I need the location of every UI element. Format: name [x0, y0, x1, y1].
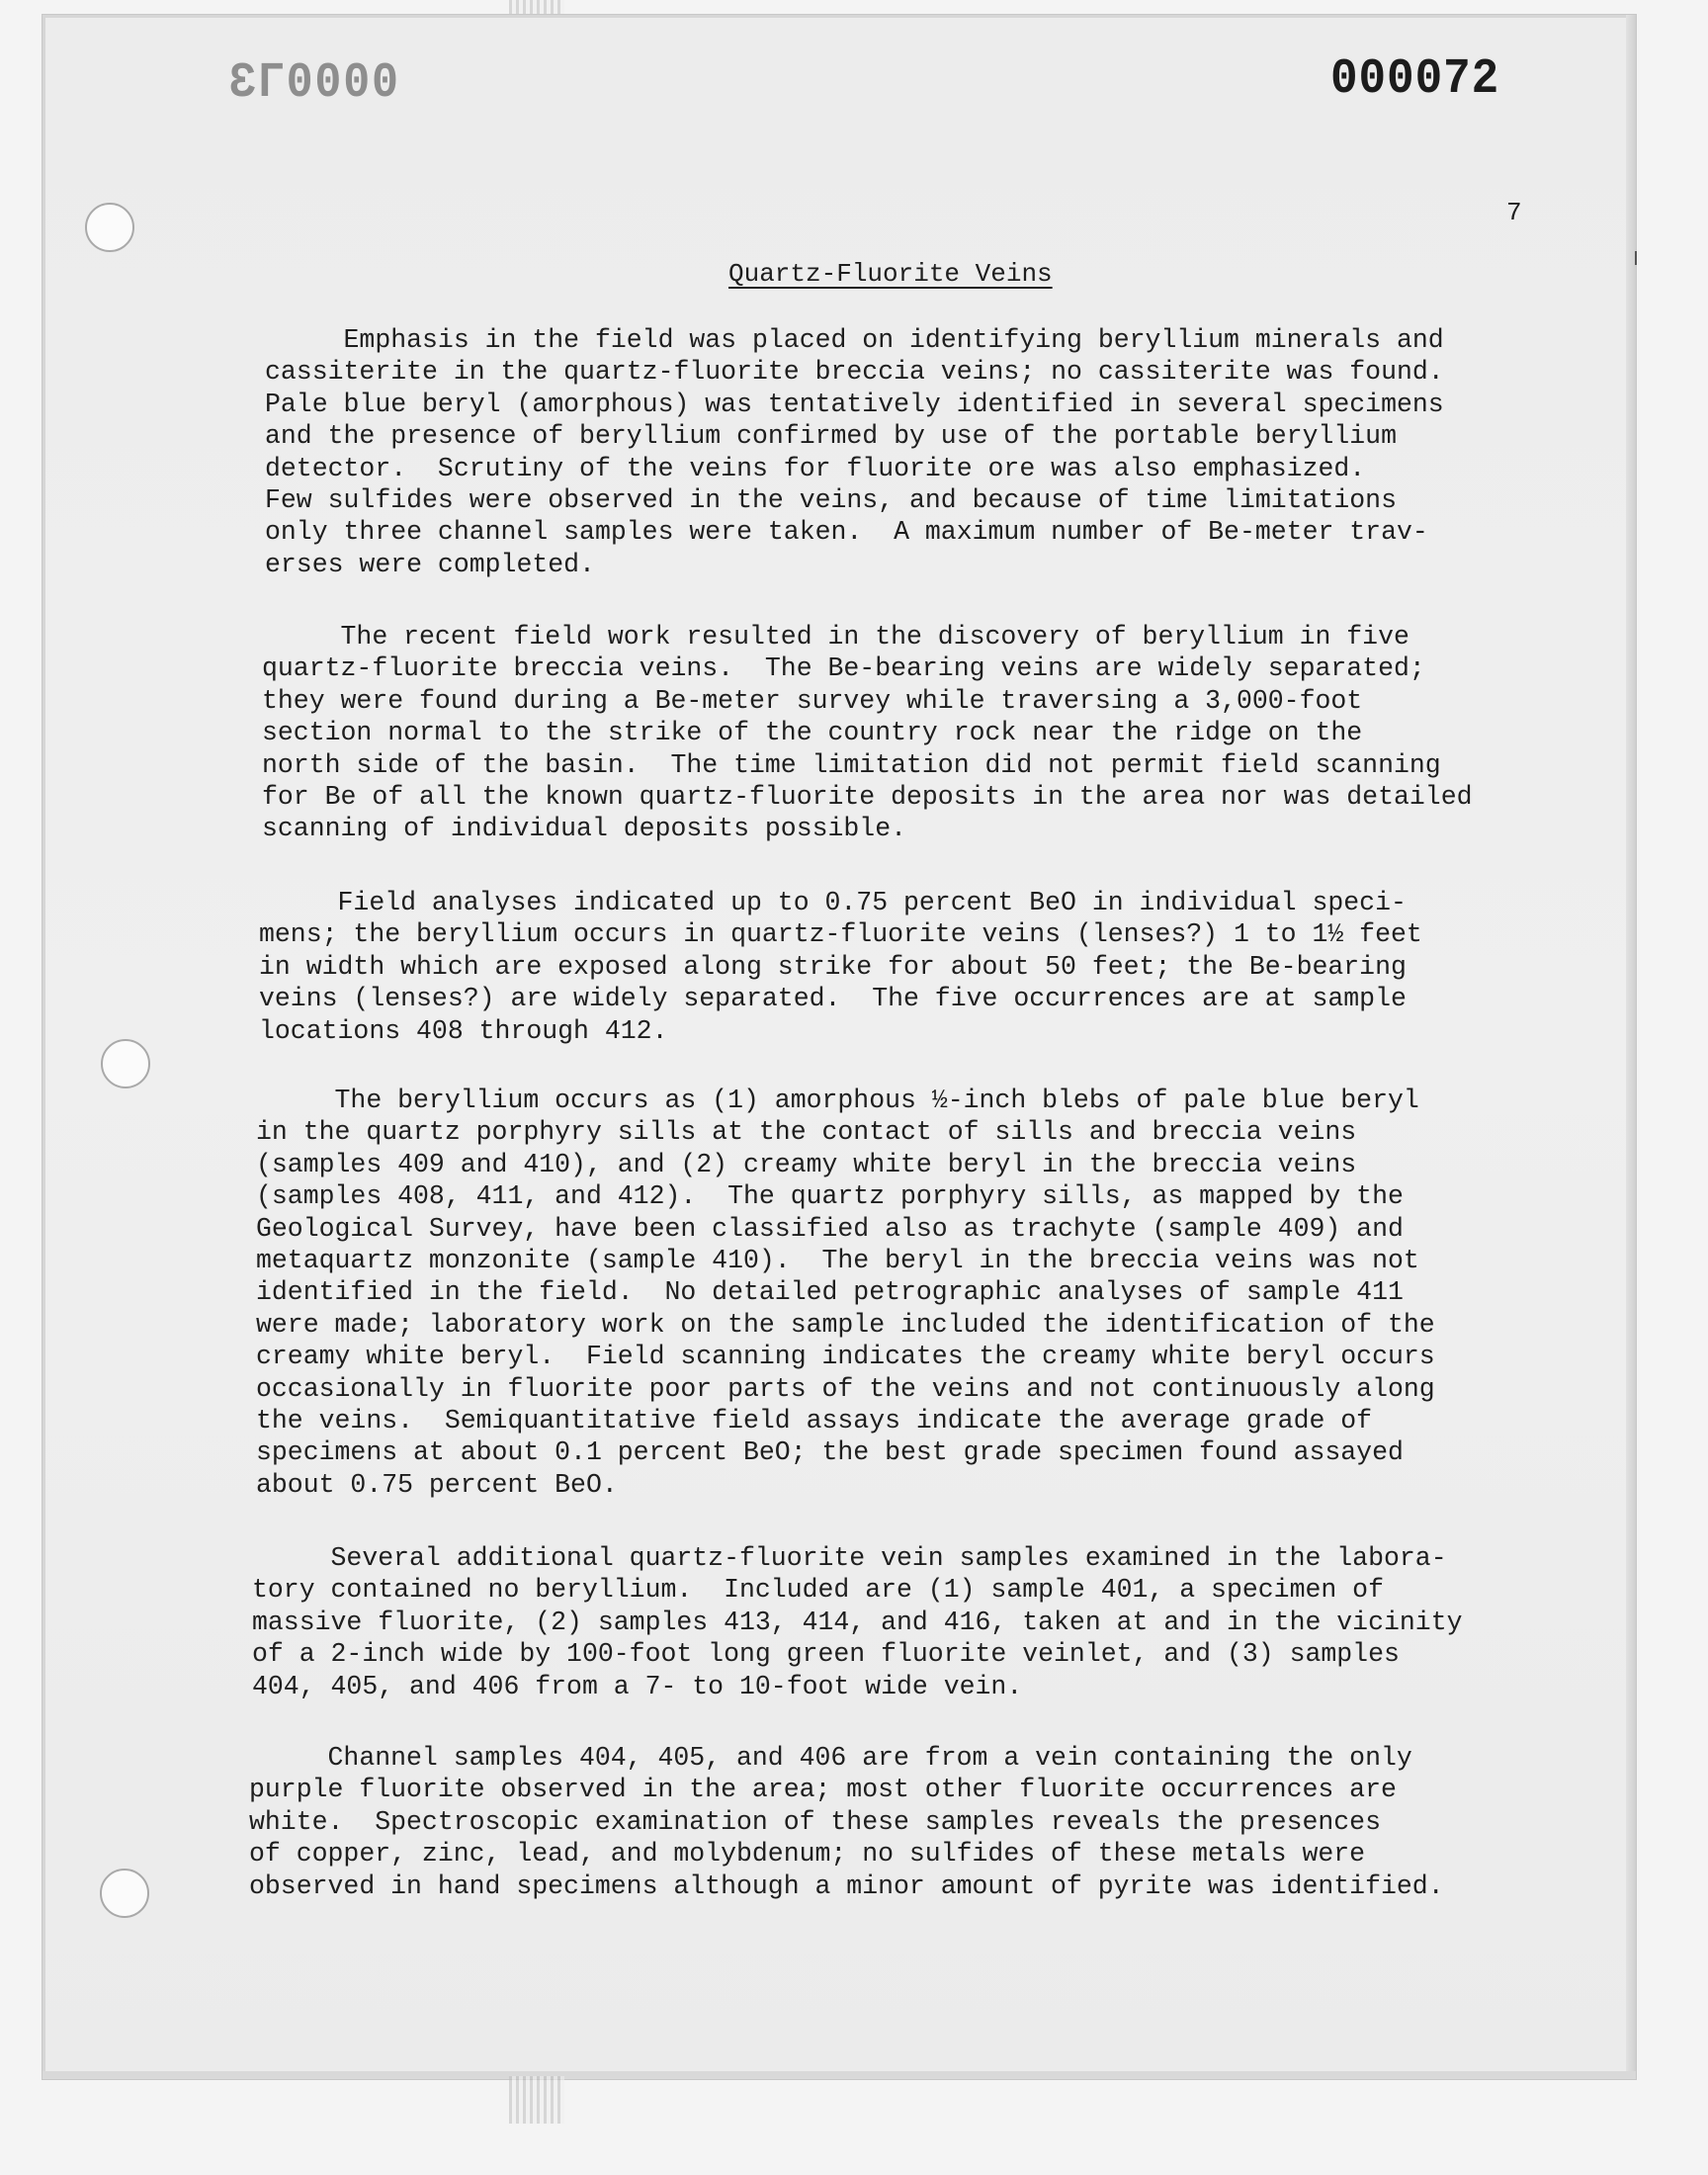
punch-hole: [100, 1869, 149, 1918]
punch-hole: [101, 1039, 150, 1088]
section-title: Quartz-Fluorite Veins: [728, 259, 1053, 289]
scanner-bar-top: [509, 0, 564, 14]
document-stamp-mirrored: ƐΓ0000: [229, 55, 400, 112]
body-paragraph: Field analyses indicated up to 0.75 percent BeO in individual speci- mens; the beryllium occurs in quartz-fluorite veins (lenses?) 1 to 1½ feet in width which are exposed along strike for about 50 feet; the Be-bearing veins (lenses?) are widely separated. The five occurrences are at sample locations 408 through 412.: [259, 888, 1422, 1046]
scanner-bar-bottom: [509, 2076, 564, 2124]
page-bottom-edge: [43, 2071, 1636, 2079]
body-paragraph: Channel samples 404, 405, and 406 are from a vein containing the only purple fluorite observed in the area; most other fluorite occurrences are white. Spectroscopic examination of these samples reveals the presences of copper, zinc, lead, and molybdenum; no sulfides of these metals were observed in hand specimens although a minor amount of pyrite was identified.: [249, 1743, 1444, 1901]
page-edge: [1626, 15, 1636, 2079]
margin-mark: [1635, 251, 1637, 265]
body-paragraph: The recent field work resulted in the discovery of beryllium in five quartz-fluorite breccia veins. The Be-bearing veins are widely separated; they were found during a Be-meter survey while traversing a 3,000-foot section normal to the strike of the country rock near the ridge on the north side of the basin. The time limitation did not permit field scanning for Be of all the known quartz-fluorite deposits in the area nor was detailed scanning of individual deposits possible.: [262, 622, 1473, 844]
document-stamp-number: 000072: [1330, 51, 1500, 108]
body-paragraph: Several additional quartz-fluorite vein samples examined in the labora- tory contained no beryllium. Included are (1) sample 401, a specimen of massive fluorite, (2) samples 413, 414, and 416, taken at and in the vicinity of a 2-inch wide by 100-foot long green fluorite veinlet, and (3) samples 404, 405, and 406 from a 7- to 10-foot wide vein.: [252, 1543, 1463, 1701]
body-paragraph: The beryllium occurs as (1) amorphous ½-inch blebs of pale blue beryl in the quartz porphyry sills at the contact of sills and breccia veins (samples 409 and 410), and (2) creamy white beryl in the breccia veins (samples 408, 411, and 412). The quartz porphyry sills, as mapped by the Geological Survey, have been classified also as trachyte (sample 409) and metaquartz monzonite (sample 410). The beryl in the breccia veins was not identified in the field. No detailed petrographic analyses of sample 411 were made; laboratory work on the sample included the identification of the creamy white beryl. Field scanning indicates the creamy white beryl occurs occasionally in fluorite poor parts of the veins and not continuously along the veins. Semiquantitative field assays indicate the average grade of specimens at about 0.1 percent BeO; the best grade specimen found assayed about 0.75 percent BeO.: [256, 1086, 1435, 1500]
page-number: 7: [1506, 198, 1522, 227]
punch-hole: [85, 203, 134, 252]
body-paragraph: Emphasis in the field was placed on identifying beryllium minerals and cassiterite in the quartz-fluorite breccia veins; no cassiterite was found. Pale blue beryl (amorphous) was tentatively identified in several specimens and the presence of beryllium confirmed by use of the portable beryllium detector. Scrutiny of the veins for fluorite ore was also emphasized. Few sulfides were observed in the veins, and because of time limitations only three channel samples were taken. A maximum number of Be-meter trav- erses were completed.: [265, 325, 1444, 579]
